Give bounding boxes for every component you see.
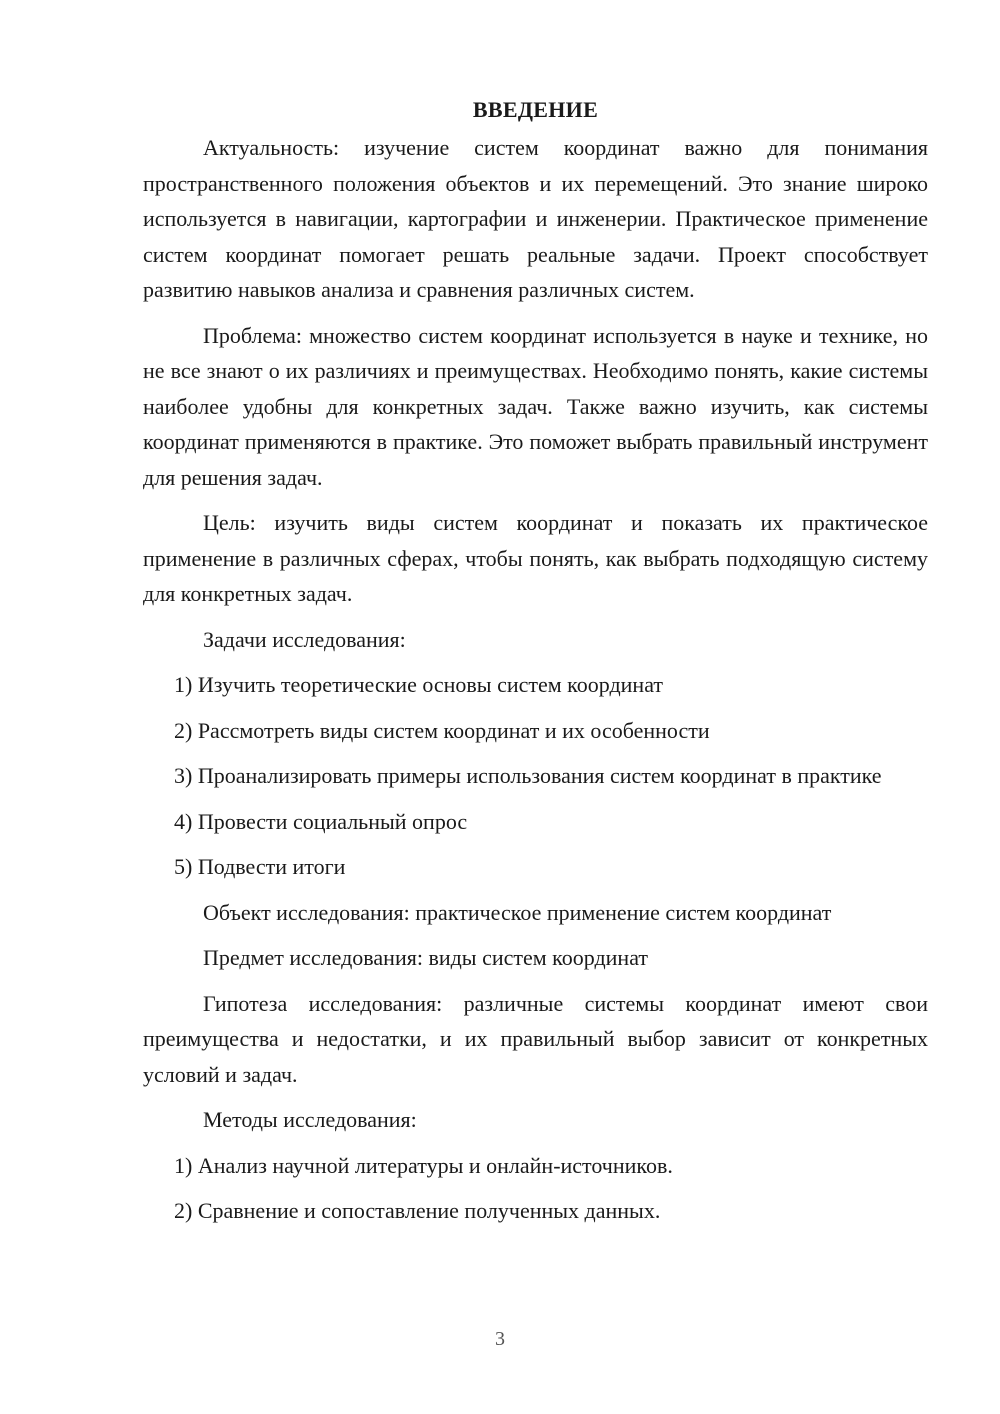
- task-item-2: 2) Рассмотреть виды систем координат и их особенности: [174, 717, 710, 743]
- task-item-5: 5) Подвести итоги: [174, 854, 346, 879]
- section-heading: ВВЕДЕНИЕ: [472, 97, 599, 122]
- page-number: 3: [495, 1328, 505, 1350]
- method-item-2: 2) Сравнение и сопоставление полученных данных.: [174, 1198, 661, 1223]
- method-item-1: 1) Анализ научной литературы и онлайн-источников.: [174, 1152, 673, 1178]
- subject-line: Предмет исследования: виды систем координат: [203, 945, 649, 970]
- relevance-paragraph: Актуальность: изучение систем координат важно для понимания пространственного положения объектов и их перемещений. Это знание широко используется в навигации, картографии и инженерии. Практическое применение систем координат помогает решать реальные задачи. Проект способствует развитию навыков анализа и сравнения различных систем.: [143, 135, 928, 302]
- problem-paragraph: Проблема: множество систем координат используется в науке и технике, но не все знают о их различиях и преимуществах. Необходимо понять, какие системы наиболее удобны для конкретных задач. Также важно изучить, как системы координат применяются в практике. Это поможет выбрать правильный инструмент для решения задач.: [143, 322, 928, 490]
- document-page: [143, 92, 928, 1239]
- object-line: Объект исследования: практическое применение систем координат: [203, 899, 832, 925]
- task-item-3: 3) Проанализировать примеры использования систем координат в практике: [174, 763, 882, 788]
- tasks-title: Задачи исследования:: [203, 626, 406, 652]
- task-item-4: 4) Провести социальный опрос: [174, 808, 468, 834]
- goal-paragraph: Цель: изучить виды систем координат и показать их практическое применение в различных сферах, чтобы понять, как выбрать подходящую систему для конкретных задач.: [143, 510, 928, 606]
- hypothesis-paragraph: Гипотеза исследования: различные системы координат имеют свои преимущества и недостатки, и их правильный выбор зависит от конкретных условий и задач.: [143, 990, 928, 1087]
- methods-title: Методы исследования:: [203, 1107, 417, 1132]
- task-item-1: 1) Изучить теоретические основы систем координат: [174, 672, 664, 697]
